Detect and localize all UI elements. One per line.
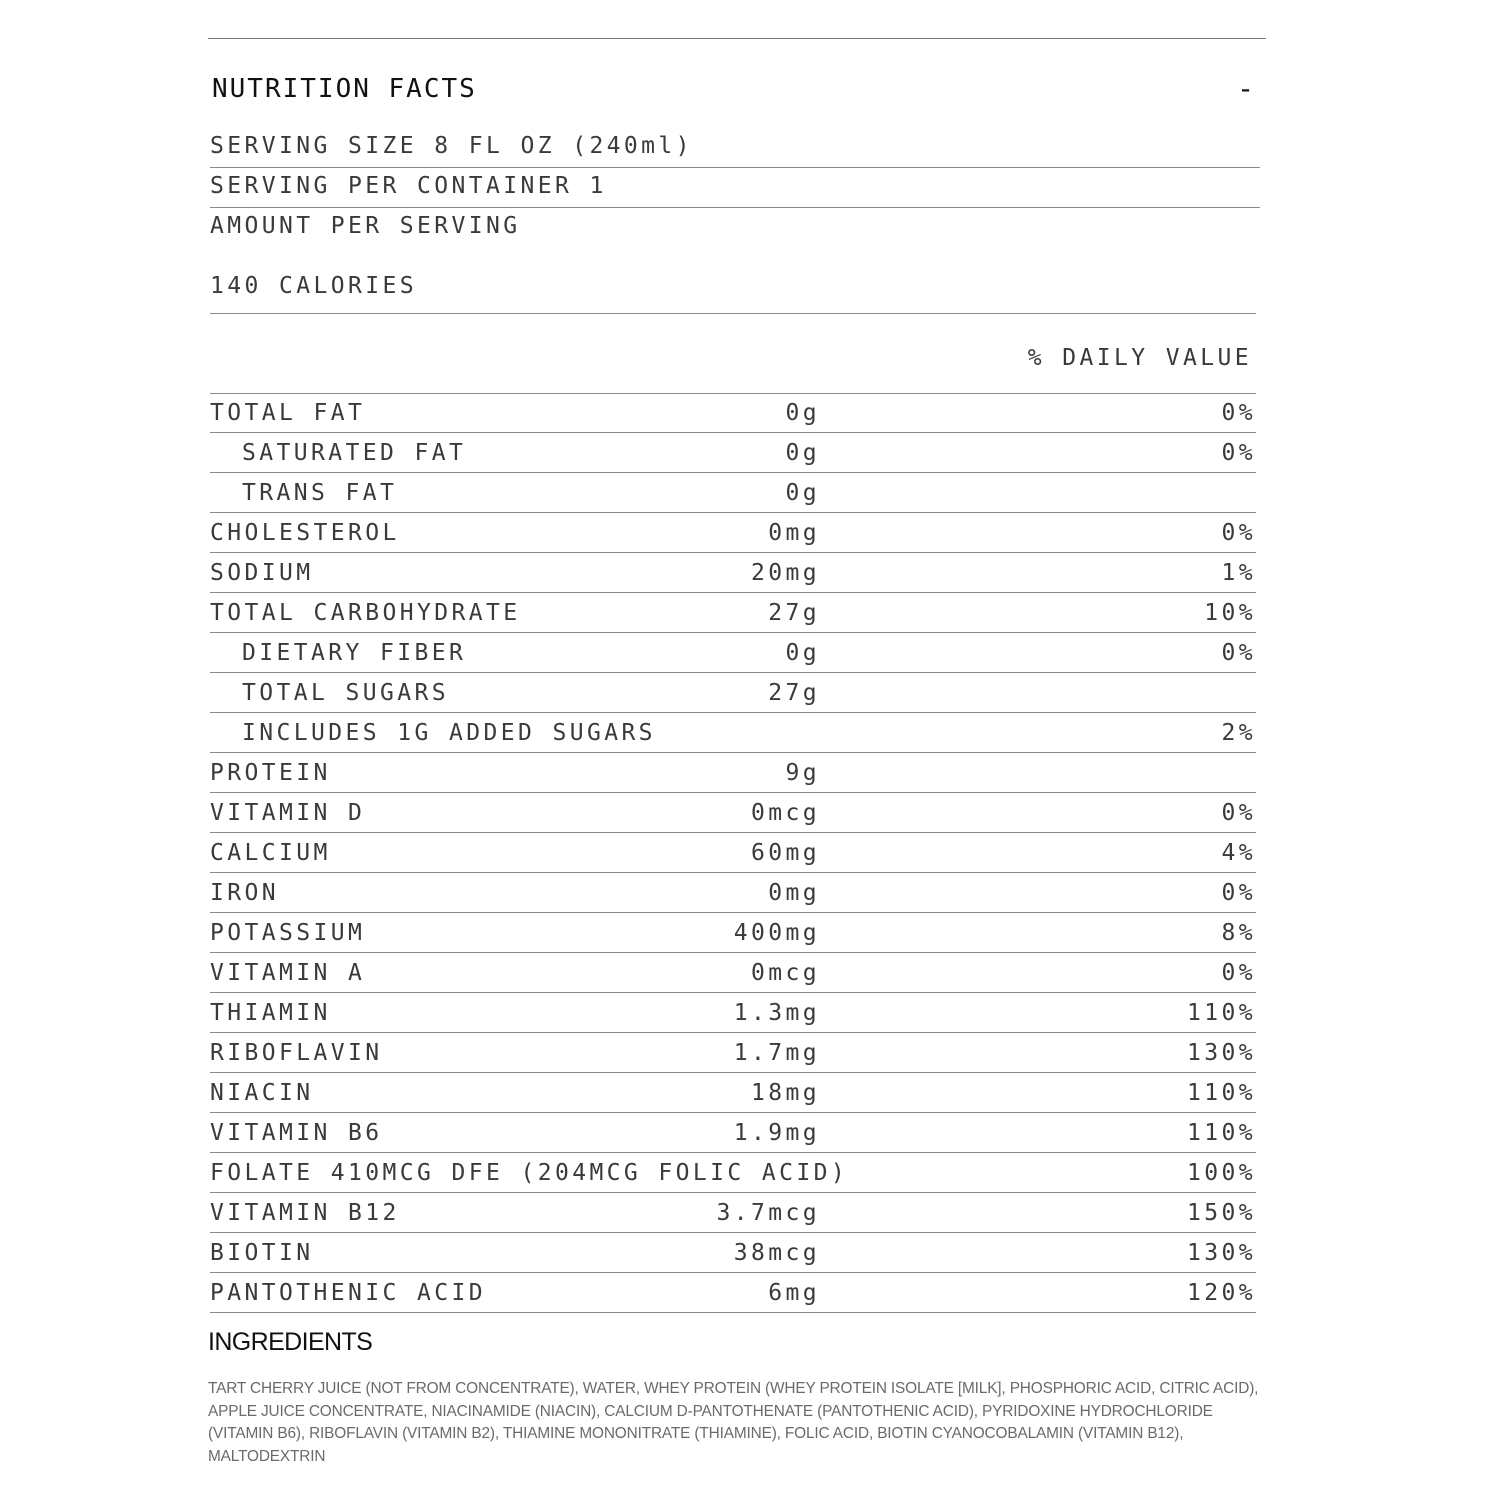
nutrient-name: BIOTIN	[210, 1240, 314, 1266]
nutrient-amount: 0mcg	[751, 800, 820, 826]
amount-per-serving-label: AMOUNT PER SERVING	[210, 213, 521, 239]
collapse-toggle-icon[interactable]: -	[1237, 72, 1256, 105]
nutrient-name: RIBOFLAVIN	[210, 1040, 383, 1066]
nutrient-row	[210, 1113, 1256, 1153]
nutrient-row	[210, 433, 1256, 473]
nutrient-name: PANTOTHENIC ACID	[210, 1280, 486, 1306]
nutrient-amount: 60mg	[751, 840, 820, 866]
nutrient-name: SATURATED FAT	[242, 440, 467, 466]
nutrient-name: VITAMIN B6	[210, 1120, 383, 1146]
nutrient-daily-value: 100%	[1187, 1160, 1256, 1186]
nutrient-daily-value: 10%	[1204, 600, 1256, 626]
nutrient-row	[210, 1233, 1256, 1273]
nutrient-amount: 6mg	[768, 1280, 820, 1306]
nutrient-amount: 20mg	[751, 560, 820, 586]
nutrient-amount: 400mg	[733, 920, 820, 946]
nutrient-amount: 0mg	[768, 880, 820, 906]
nutrient-daily-value: 1%	[1221, 560, 1256, 586]
nutrient-name: VITAMIN D	[210, 800, 366, 826]
nutrient-name: CALCIUM	[210, 840, 331, 866]
nutrient-row	[210, 1153, 1256, 1193]
servings-per-container: SERVING PER CONTAINER 1	[210, 168, 1260, 208]
nutrient-amount: 18mg	[751, 1080, 820, 1106]
nutrient-row	[210, 673, 1256, 713]
nutrient-amount: 3.7mcg	[716, 1200, 820, 1226]
nutrient-row	[210, 393, 1256, 433]
calories: 140 CALORIES	[210, 266, 1256, 314]
nutrition-facts-header[interactable]	[212, 70, 1262, 114]
nutrient-daily-value: 0%	[1221, 640, 1256, 666]
nutrient-name: FOLATE 410MCG DFE (204MCG FOLIC ACID)	[210, 1160, 849, 1186]
nutrient-name: CHOLESTEROL	[210, 520, 400, 546]
nutrient-amount: 9g	[785, 760, 820, 786]
nutrient-row	[210, 753, 1256, 793]
nutrient-name: NIACIN	[210, 1080, 314, 1106]
nutrient-name: PROTEIN	[210, 760, 331, 786]
nutrient-amount: 1.7mg	[733, 1040, 820, 1066]
nutrient-row	[210, 593, 1256, 633]
section-title: NUTRITION FACTS	[212, 74, 477, 104]
nutrient-name: VITAMIN B12	[210, 1200, 400, 1226]
nutrient-daily-value: 110%	[1187, 1080, 1256, 1106]
nutrient-daily-value: 2%	[1221, 720, 1256, 746]
nutrient-row	[210, 513, 1256, 553]
nutrient-name: DIETARY FIBER	[242, 640, 467, 666]
nutrient-amount: 0g	[785, 400, 820, 426]
nutrient-amount: 0mcg	[751, 960, 820, 986]
nutrient-amount: 0g	[785, 480, 820, 506]
ingredients-list: TART CHERRY JUICE (NOT FROM CONCENTRATE), WATER, WHEY PROTEIN (WHEY PROTEIN ISOLATE [MILK], PHOSPHORIC ACID, CITRIC ACID), APPLE JUICE CONCENTRATE, NIACINAMIDE (NIACIN), CALCIUM D-PANTOTHENATE (PANTOTHENIC ACID), PYRIDOXINE HYDROCHLORIDE (VITAMIN B6), RIBOFLAVIN (VITAMIN B2), THIAMINE MONONITRATE (THIAMINE), FOLIC ACID, BIOTIN CYANOCOBALAMIN (VITAMIN B12), MALTODEXTRIN	[208, 1380, 1259, 1465]
nutrient-daily-value: 110%	[1187, 1120, 1256, 1146]
nutrient-daily-value: 130%	[1187, 1040, 1256, 1066]
nutrient-daily-value: 110%	[1187, 1000, 1256, 1026]
daily-value-header: % DAILY VALUE	[210, 338, 1256, 394]
nutrient-amount: 38mcg	[733, 1240, 820, 1266]
top-divider	[208, 38, 1266, 39]
serving-size: SERVING SIZE 8 FL OZ (240ml)	[210, 128, 1260, 168]
nutrient-row	[210, 833, 1256, 873]
nutrient-name: VITAMIN A	[210, 960, 366, 986]
nutrient-amount: 1.9mg	[733, 1120, 820, 1146]
nutrient-daily-value: 8%	[1221, 920, 1256, 946]
nutrient-name: TRANS FAT	[242, 480, 398, 506]
nutrient-name: TOTAL FAT	[210, 400, 366, 426]
nutrient-table	[210, 393, 1256, 1313]
nutrient-daily-value: 0%	[1221, 880, 1256, 906]
nutrient-daily-value: 0%	[1221, 400, 1256, 426]
nutrient-name: INCLUDES 1G ADDED SUGARS	[242, 720, 656, 746]
nutrient-row	[210, 633, 1256, 673]
nutrient-row	[210, 553, 1256, 593]
nutrient-row	[210, 873, 1256, 913]
nutrient-name: POTASSIUM	[210, 920, 366, 946]
nutrient-daily-value: 0%	[1221, 800, 1256, 826]
nutrient-amount: 0g	[785, 640, 820, 666]
nutrient-amount: 0mg	[768, 520, 820, 546]
nutrient-row	[210, 473, 1256, 513]
nutrient-name: TOTAL SUGARS	[242, 680, 449, 706]
nutrient-amount: 27g	[768, 680, 820, 706]
ingredients-title: INGREDIENTS	[208, 1328, 373, 1356]
nutrient-row	[210, 1033, 1256, 1073]
nutrient-name: IRON	[210, 880, 279, 906]
nutrient-row	[210, 1193, 1256, 1233]
nutrient-amount: 27g	[768, 600, 820, 626]
nutrient-row	[210, 793, 1256, 833]
nutrient-daily-value: 0%	[1221, 520, 1256, 546]
nutrient-name: THIAMIN	[210, 1000, 331, 1026]
nutrient-daily-value: 150%	[1187, 1200, 1256, 1226]
nutrient-row	[210, 1273, 1256, 1313]
nutrient-name: TOTAL CARBOHYDRATE	[210, 600, 521, 626]
nutrient-daily-value: 120%	[1187, 1280, 1256, 1306]
nutrient-daily-value: 130%	[1187, 1240, 1256, 1266]
nutrient-row	[210, 953, 1256, 993]
nutrient-amount: 0g	[785, 440, 820, 466]
nutrient-daily-value: 4%	[1221, 840, 1256, 866]
nutrient-amount: 1.3mg	[733, 1000, 820, 1026]
nutrient-row	[210, 1073, 1256, 1113]
nutrient-row	[210, 913, 1256, 953]
nutrient-name: SODIUM	[210, 560, 314, 586]
nutrient-daily-value: 0%	[1221, 960, 1256, 986]
nutrient-row	[210, 993, 1256, 1033]
nutrient-row	[210, 713, 1256, 753]
nutrient-daily-value: 0%	[1221, 440, 1256, 466]
